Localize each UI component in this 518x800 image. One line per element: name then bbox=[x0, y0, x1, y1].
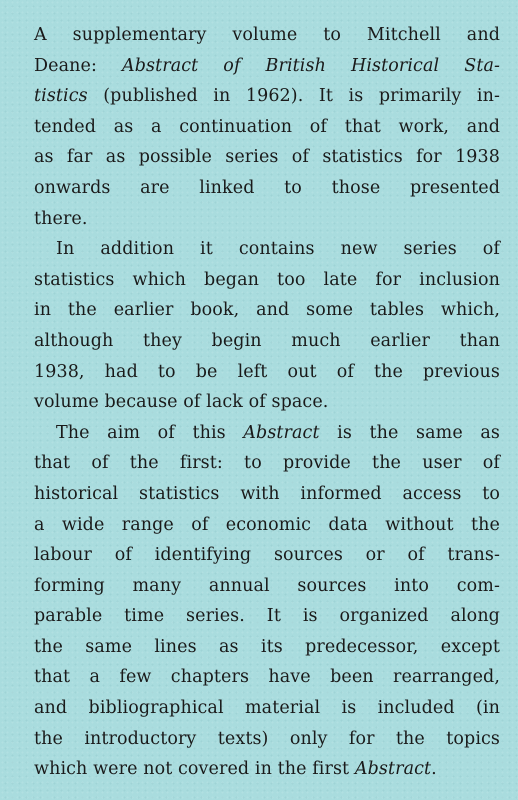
text-line bbox=[34, 754, 500, 785]
text-line bbox=[34, 112, 500, 143]
text-run: statistics which began too late for inclusion bbox=[34, 269, 500, 290]
text-line bbox=[34, 632, 500, 663]
text-run: as far as possible series of statistics for 1938 bbox=[34, 147, 500, 168]
text-run: and bibliographical material is included (in bbox=[34, 698, 500, 719]
text-line bbox=[34, 265, 500, 296]
text-line bbox=[34, 540, 500, 571]
text-run: a wide range of economic data without the bbox=[34, 514, 500, 535]
text-line bbox=[34, 601, 500, 632]
text-run: which were not covered in the first bbox=[34, 759, 355, 780]
text-line bbox=[34, 295, 500, 326]
text-run: volume because of lack of space. bbox=[34, 392, 329, 413]
text-run: is the same as bbox=[319, 422, 500, 443]
paragraph-1 bbox=[34, 20, 500, 234]
text-line bbox=[34, 81, 500, 112]
text-run: A supplementary volume to Mitchell and bbox=[34, 25, 500, 45]
text-run: . bbox=[431, 759, 437, 780]
text-run: in the earlier book, and some tables which, bbox=[34, 300, 500, 321]
text-line bbox=[34, 387, 500, 418]
text-run: Deane: bbox=[34, 55, 122, 76]
text-line bbox=[34, 662, 500, 693]
italic-title: Abstract bbox=[243, 422, 320, 443]
text-line bbox=[34, 326, 500, 357]
text-run: the same lines as its predecessor, except bbox=[34, 636, 500, 657]
text-line bbox=[34, 142, 500, 173]
text-line bbox=[34, 173, 500, 204]
text-line bbox=[34, 234, 500, 265]
text-run: The aim of this bbox=[56, 422, 244, 443]
text-line bbox=[34, 510, 500, 541]
text-line bbox=[34, 571, 500, 602]
italic-title: tistics bbox=[34, 86, 88, 107]
text-run: there. bbox=[34, 208, 88, 229]
text-run: parable time series. It is organized along bbox=[34, 606, 500, 627]
text-line bbox=[34, 357, 500, 388]
text-run: labour of identifying sources or of trans- bbox=[34, 545, 500, 566]
text-line bbox=[34, 418, 500, 449]
italic-title: Abstract bbox=[354, 759, 432, 780]
text-run: onwards are linked to those presented bbox=[34, 177, 500, 198]
italic-title: Abstract of British Historical Sta- bbox=[121, 55, 500, 76]
text-run: (published in 1962). It is primarily in- bbox=[87, 86, 500, 107]
paragraph-2 bbox=[34, 234, 500, 418]
text-run: the introductory texts) only for the topics bbox=[34, 728, 500, 749]
text-line bbox=[34, 693, 500, 724]
text-line bbox=[34, 204, 500, 235]
blurb-text bbox=[34, 20, 500, 785]
text-run: In addition it contains new series of bbox=[56, 239, 500, 260]
paragraph-3 bbox=[34, 418, 500, 785]
text-line bbox=[34, 20, 500, 51]
text-line bbox=[34, 724, 500, 755]
text-run: that of the first: to provide the user of bbox=[34, 453, 500, 474]
text-run: although they begin much earlier than bbox=[34, 330, 500, 351]
text-line bbox=[34, 448, 500, 479]
text-run: tended as a continuation of that work, and bbox=[34, 116, 500, 137]
text-run: that a few chapters have been rearranged, bbox=[34, 667, 500, 688]
text-run: historical statistics with informed access to bbox=[34, 483, 500, 504]
text-line bbox=[34, 51, 500, 82]
text-run: forming many annual sources into com- bbox=[34, 575, 500, 596]
text-line bbox=[34, 479, 500, 510]
text-run: 1938, had to be left out of the previous bbox=[34, 361, 500, 382]
